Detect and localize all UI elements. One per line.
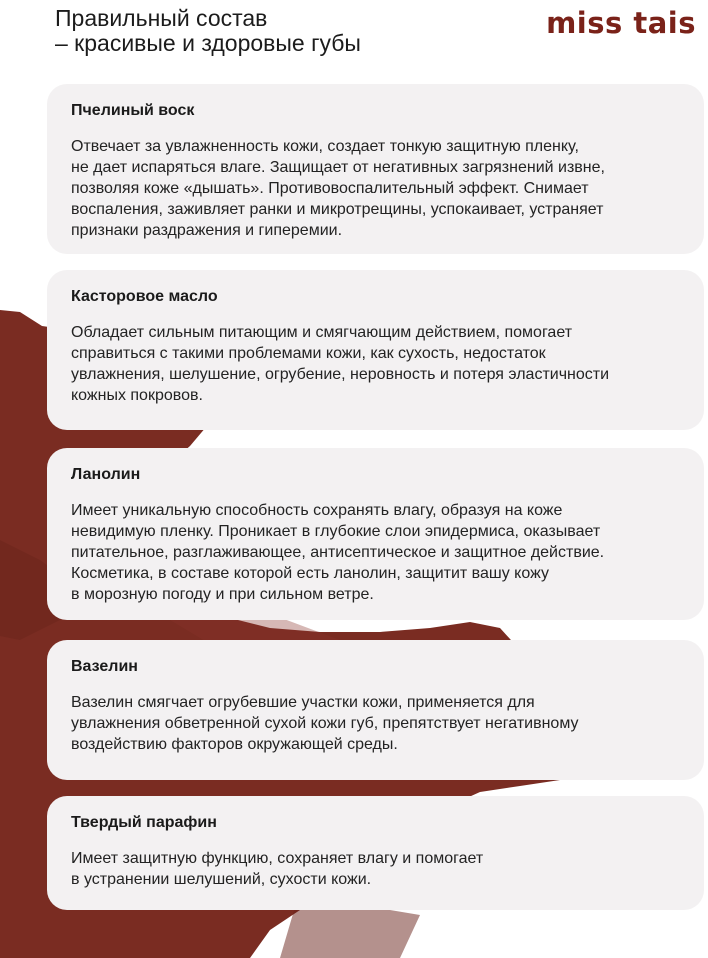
- card-description: Имеет защитную функцию, сохраняет влагу и помогает в устранении шелушений, сухости кожи.: [71, 850, 484, 888]
- card-title: Ланолин: [71, 466, 141, 483]
- card-title: Твердый парафин: [71, 814, 217, 831]
- ingredient-card-castor-oil: [47, 270, 704, 430]
- card-description: Имеет уникальную способность сохранять влагу, образуя на коже невидимую пленку. Проникает в глубокие слои эпидермиса, оказывает питательное, разглаживающее, антисептическое и защитное действие. Косметика, в составе которой есть ланолин, защитит вашу кожу в морозную погоду и при сильном ветре.: [71, 502, 605, 603]
- card-description: Отвечает за увлажненность кожи, создает тонкую защитную пленку, не дает испаряться влаге. Защищает от негативных загрязнений извне, позволяя коже «дышать». Противовоспалительный эффект. Снимает воспаления, заживляет ранки и микротрещины, успокаивает, устраняет признаки раздражения и гиперемии.: [71, 138, 605, 239]
- ingredient-card-vaseline: [47, 640, 704, 780]
- page-title-line-1: Правильный состав: [55, 5, 268, 31]
- card-description: Вазелин смягчает огрубевшие участки кожи, применяется для увлажнения обветренной сухой кожи губ, препятствует негативному воздействию факторов окружающей среды.: [71, 694, 579, 753]
- page-title-line-2: – красивые и здоровые губы: [55, 30, 361, 56]
- page-title: [55, 6, 361, 56]
- ingredient-card-lanolin: [47, 448, 704, 620]
- card-title: Касторовое масло: [71, 288, 218, 305]
- ingredient-card-paraffin: [47, 796, 704, 910]
- card-title: Вазелин: [71, 658, 138, 675]
- card-description: Обладает сильным питающим и смягчающим действием, помогает справиться с такими проблемами кожи, как сухость, недостаток увлажнения, шелушение, огрубение, неровность и потеря эластичности кожных покровов.: [71, 324, 610, 404]
- ingredient-card-beeswax: [47, 84, 704, 254]
- brand-logo: miss tais: [546, 6, 696, 40]
- card-title: Пчелиный воск: [71, 102, 195, 119]
